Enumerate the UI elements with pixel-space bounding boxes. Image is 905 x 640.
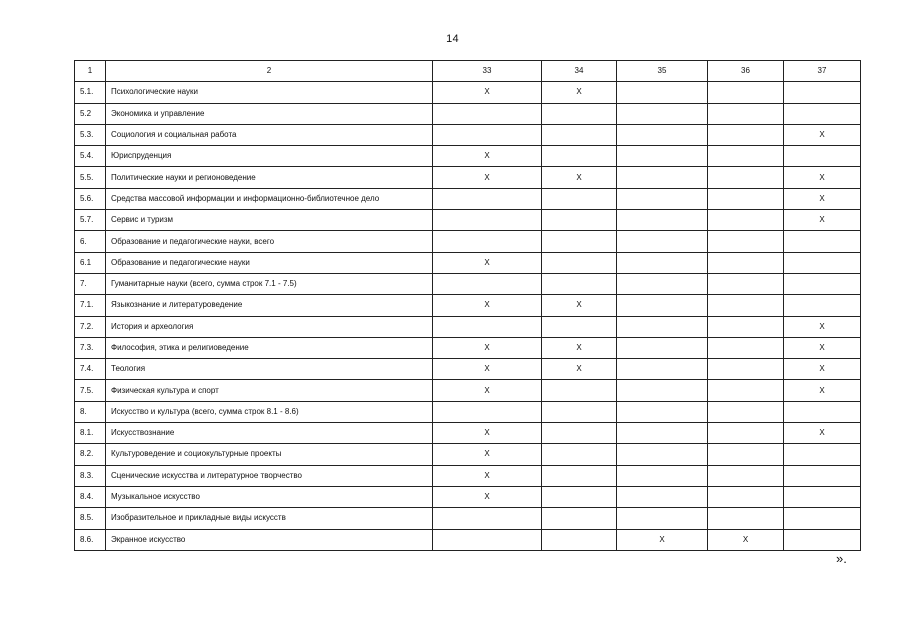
row-number: 5.3. <box>75 124 106 145</box>
table-body <box>75 61 861 551</box>
table-row <box>75 295 861 316</box>
table-row <box>75 124 861 145</box>
mark-cell <box>542 146 617 167</box>
field-name: Сервис и туризм <box>106 210 433 231</box>
specialties-table <box>74 60 861 551</box>
mark-cell <box>784 252 861 273</box>
mark-cell: X <box>433 82 542 103</box>
mark-cell <box>542 103 617 124</box>
field-name: Искусство и культура (всего, сумма строк 8.1 - 8.6) <box>106 401 433 422</box>
mark-cell: X <box>433 252 542 273</box>
mark-cell <box>617 359 708 380</box>
mark-cell <box>617 167 708 188</box>
mark-cell <box>542 423 617 444</box>
page-number: 14 <box>446 33 459 45</box>
row-number: 7. <box>75 273 106 294</box>
mark-cell: X <box>784 124 861 145</box>
table-row <box>75 508 861 529</box>
column-header: 33 <box>433 61 542 82</box>
mark-cell: X <box>433 486 542 507</box>
mark-cell: X <box>784 423 861 444</box>
table-row <box>75 146 861 167</box>
mark-cell <box>784 146 861 167</box>
field-name: История и археология <box>106 316 433 337</box>
mark-cell <box>784 273 861 294</box>
field-name: Культуроведение и социокультурные проекты <box>106 444 433 465</box>
mark-cell: X <box>542 359 617 380</box>
mark-cell <box>542 401 617 422</box>
field-name: Экранное искусство <box>106 529 433 550</box>
table-row <box>75 337 861 358</box>
mark-cell <box>708 103 784 124</box>
column-header: 36 <box>708 61 784 82</box>
row-number: 6.1 <box>75 252 106 273</box>
table-row <box>75 359 861 380</box>
mark-cell <box>542 273 617 294</box>
mark-cell: X <box>433 295 542 316</box>
table-row <box>75 529 861 550</box>
mark-cell: X <box>433 359 542 380</box>
table-row <box>75 167 861 188</box>
mark-cell <box>433 103 542 124</box>
table-row <box>75 401 861 422</box>
mark-cell <box>784 82 861 103</box>
field-name: Гуманитарные науки (всего, сумма строк 7.1 - 7.5) <box>106 273 433 294</box>
row-number: 8.1. <box>75 423 106 444</box>
mark-cell <box>617 103 708 124</box>
row-number: 8.4. <box>75 486 106 507</box>
field-name: Сценические искусства и литературное творчество <box>106 465 433 486</box>
field-name: Физическая культура и спорт <box>106 380 433 401</box>
table-row <box>75 423 861 444</box>
column-header: 35 <box>617 61 708 82</box>
mark-cell <box>617 423 708 444</box>
mark-cell <box>617 252 708 273</box>
field-name: Социология и социальная работа <box>106 124 433 145</box>
mark-cell: X <box>784 188 861 209</box>
mark-cell <box>708 188 784 209</box>
row-number: 7.4. <box>75 359 106 380</box>
mark-cell <box>617 124 708 145</box>
mark-cell <box>617 146 708 167</box>
mark-cell <box>617 82 708 103</box>
field-name: Изобразительное и прикладные виды искусств <box>106 508 433 529</box>
mark-cell <box>708 210 784 231</box>
mark-cell <box>784 295 861 316</box>
table-row <box>75 380 861 401</box>
table-row <box>75 486 861 507</box>
mark-cell <box>708 359 784 380</box>
mark-cell <box>784 465 861 486</box>
field-name: Искусствознание <box>106 423 433 444</box>
mark-cell <box>617 316 708 337</box>
row-number: 7.5. <box>75 380 106 401</box>
field-name: Средства массовой информации и информационно-библиотечное дело <box>106 188 433 209</box>
mark-cell: X <box>433 444 542 465</box>
mark-cell: X <box>433 337 542 358</box>
mark-cell <box>617 210 708 231</box>
row-number: 5.2 <box>75 103 106 124</box>
mark-cell <box>784 231 861 252</box>
mark-cell <box>433 273 542 294</box>
header-row <box>75 61 861 82</box>
mark-cell <box>542 380 617 401</box>
mark-cell <box>542 316 617 337</box>
mark-cell: X <box>784 380 861 401</box>
table-row <box>75 444 861 465</box>
mark-cell <box>433 316 542 337</box>
mark-cell <box>784 401 861 422</box>
mark-cell: X <box>433 423 542 444</box>
mark-cell <box>784 444 861 465</box>
mark-cell <box>708 273 784 294</box>
mark-cell <box>708 465 784 486</box>
row-number: 5.5. <box>75 167 106 188</box>
mark-cell <box>617 486 708 507</box>
field-name: Экономика и управление <box>106 103 433 124</box>
mark-cell <box>617 465 708 486</box>
mark-cell: X <box>542 167 617 188</box>
mark-cell <box>708 124 784 145</box>
field-name: Теология <box>106 359 433 380</box>
mark-cell: X <box>784 210 861 231</box>
field-name: Образование и педагогические науки, всего <box>106 231 433 252</box>
mark-cell <box>542 231 617 252</box>
mark-cell <box>542 188 617 209</box>
field-name: Философия, этика и религиоведение <box>106 337 433 358</box>
mark-cell <box>708 444 784 465</box>
table-row <box>75 188 861 209</box>
mark-cell <box>542 486 617 507</box>
mark-cell <box>433 188 542 209</box>
field-name: Психологические науки <box>106 82 433 103</box>
table-row <box>75 252 861 273</box>
table-row <box>75 273 861 294</box>
row-number: 5.1. <box>75 82 106 103</box>
mark-cell <box>708 167 784 188</box>
row-number: 5.7. <box>75 210 106 231</box>
mark-cell: X <box>542 337 617 358</box>
mark-cell <box>617 508 708 529</box>
row-number: 6. <box>75 231 106 252</box>
mark-cell <box>784 486 861 507</box>
column-header: 37 <box>784 61 861 82</box>
mark-cell <box>708 401 784 422</box>
row-number: 8. <box>75 401 106 422</box>
field-name: Образование и педагогические науки <box>106 252 433 273</box>
table-row <box>75 231 861 252</box>
mark-cell: X <box>433 465 542 486</box>
mark-cell <box>433 124 542 145</box>
table-row <box>75 316 861 337</box>
mark-cell <box>784 529 861 550</box>
mark-cell <box>708 508 784 529</box>
column-header: 2 <box>106 61 433 82</box>
row-number: 7.3. <box>75 337 106 358</box>
mark-cell: X <box>433 146 542 167</box>
table-row <box>75 465 861 486</box>
mark-cell <box>617 231 708 252</box>
table-row <box>75 210 861 231</box>
table-row <box>75 103 861 124</box>
mark-cell <box>708 82 784 103</box>
row-number: 7.2. <box>75 316 106 337</box>
mark-cell <box>617 273 708 294</box>
mark-cell <box>617 444 708 465</box>
mark-cell <box>708 423 784 444</box>
mark-cell <box>784 103 861 124</box>
mark-cell <box>708 231 784 252</box>
row-number: 7.1. <box>75 295 106 316</box>
mark-cell <box>708 316 784 337</box>
mark-cell <box>542 529 617 550</box>
field-name: Политические науки и регионоведение <box>106 167 433 188</box>
mark-cell <box>433 231 542 252</box>
mark-cell <box>617 337 708 358</box>
column-header: 1 <box>75 61 106 82</box>
row-number: 8.6. <box>75 529 106 550</box>
mark-cell <box>433 529 542 550</box>
mark-cell: X <box>617 529 708 550</box>
column-header: 34 <box>542 61 617 82</box>
mark-cell <box>542 252 617 273</box>
row-number: 8.5. <box>75 508 106 529</box>
mark-cell: X <box>784 359 861 380</box>
mark-cell <box>784 508 861 529</box>
field-name: Музыкальное искусство <box>106 486 433 507</box>
mark-cell <box>542 124 617 145</box>
row-number: 8.3. <box>75 465 106 486</box>
mark-cell <box>617 188 708 209</box>
mark-cell <box>542 508 617 529</box>
mark-cell <box>433 210 542 231</box>
mark-cell <box>708 486 784 507</box>
table-row <box>75 82 861 103</box>
mark-cell <box>708 252 784 273</box>
mark-cell <box>708 295 784 316</box>
field-name: Языкознание и литературоведение <box>106 295 433 316</box>
closing-quote: ». <box>836 551 847 566</box>
mark-cell: X <box>708 529 784 550</box>
mark-cell: X <box>433 167 542 188</box>
row-number: 5.6. <box>75 188 106 209</box>
row-number: 5.4. <box>75 146 106 167</box>
mark-cell: X <box>542 82 617 103</box>
mark-cell <box>708 337 784 358</box>
mark-cell <box>433 508 542 529</box>
mark-cell: X <box>433 380 542 401</box>
row-number: 8.2. <box>75 444 106 465</box>
mark-cell: X <box>784 316 861 337</box>
mark-cell <box>617 401 708 422</box>
mark-cell <box>433 401 542 422</box>
mark-cell <box>542 210 617 231</box>
mark-cell <box>708 146 784 167</box>
field-name: Юриспруденция <box>106 146 433 167</box>
mark-cell: X <box>784 337 861 358</box>
mark-cell <box>542 444 617 465</box>
mark-cell <box>617 380 708 401</box>
mark-cell <box>617 295 708 316</box>
mark-cell: X <box>784 167 861 188</box>
mark-cell <box>708 380 784 401</box>
mark-cell: X <box>542 295 617 316</box>
mark-cell <box>542 465 617 486</box>
